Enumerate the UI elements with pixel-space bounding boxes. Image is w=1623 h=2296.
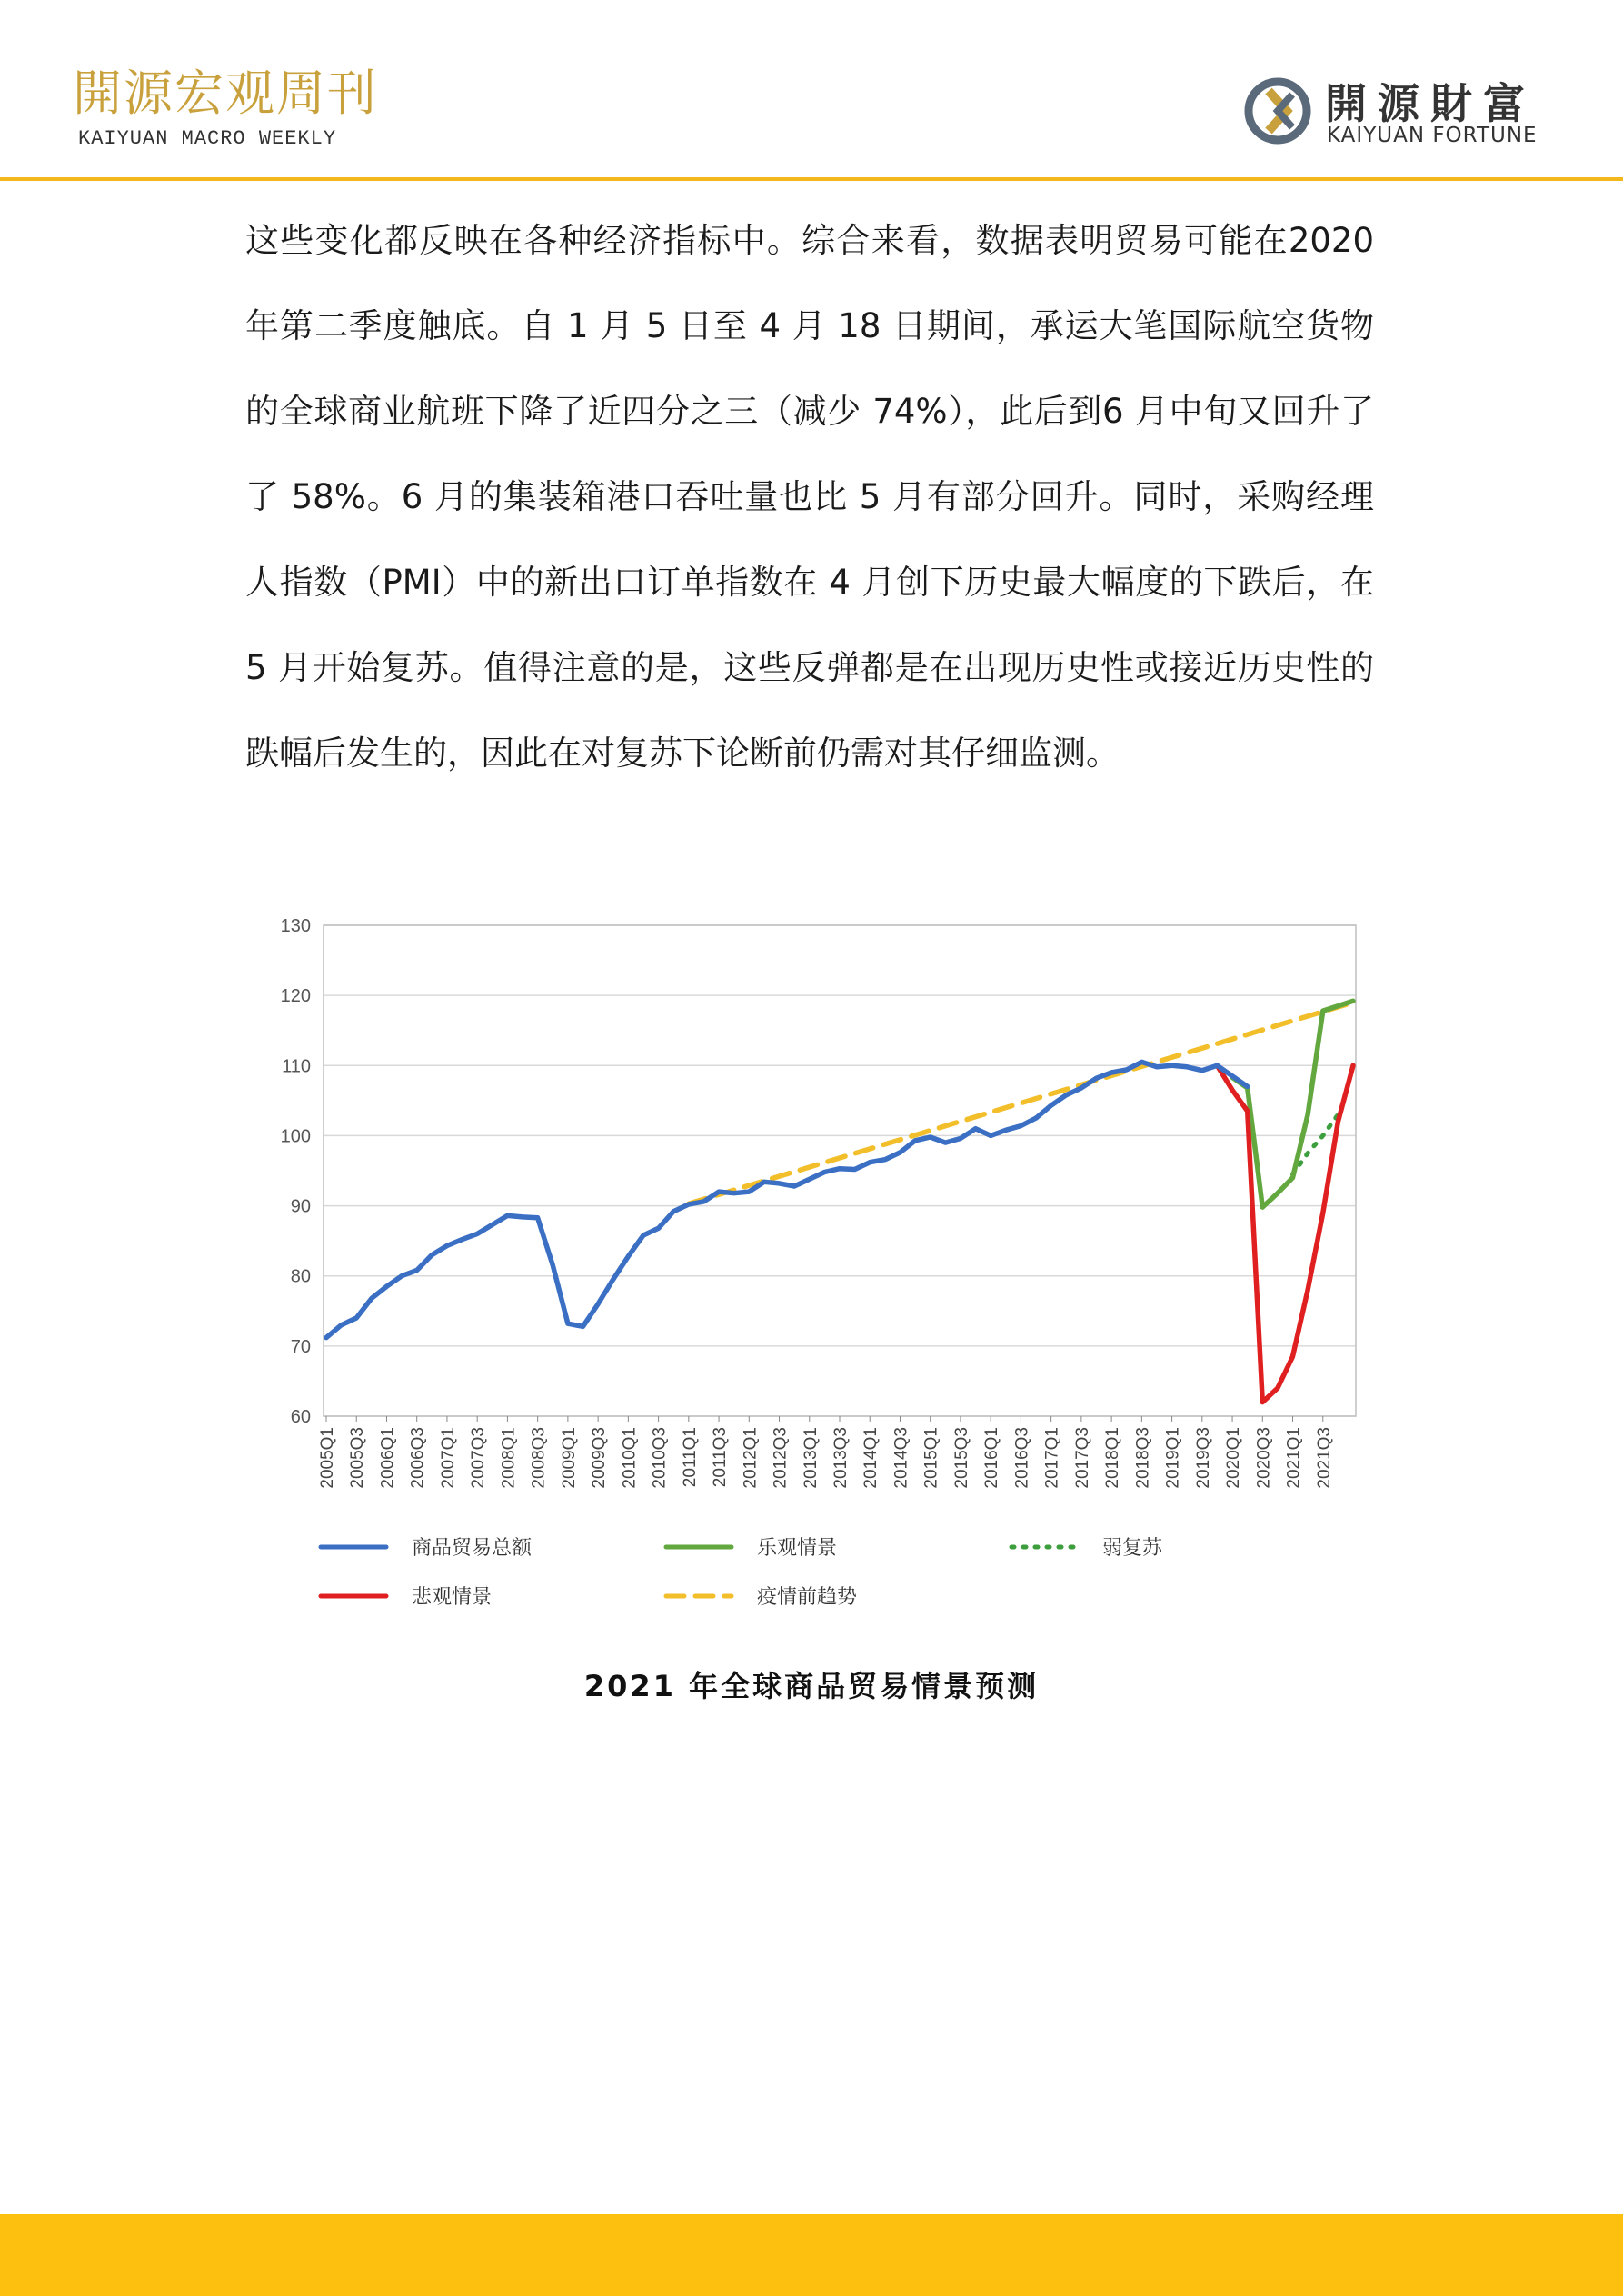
x-tick-label: 2020Q1: [1224, 1427, 1244, 1489]
legend-label: 悲观情景: [412, 1586, 493, 1609]
legend-label: 疫情前趋势: [757, 1586, 858, 1609]
footer-bar: [0, 2214, 1623, 2296]
x-tick-label: 2014Q3: [891, 1427, 911, 1489]
publication-subtitle: KAIYUAN MACRO WEEKLY: [78, 127, 337, 150]
y-tick-label: 130: [280, 916, 311, 936]
y-tick-label: 80: [290, 1266, 311, 1287]
x-tick-label: 2020Q3: [1254, 1427, 1274, 1489]
x-tick-label: 2006Q1: [378, 1427, 398, 1489]
x-tick-label: 2013Q3: [831, 1427, 851, 1489]
legend-label: 弱复苏: [1102, 1537, 1163, 1560]
x-tick-label: 2016Q1: [982, 1427, 1002, 1489]
x-tick-label: 2012Q1: [741, 1427, 761, 1489]
kaiyuan-logo: [1241, 71, 1568, 162]
body-paragraph: 这些变化都反映在各种经济指标中。综合来看，数据表明贸易可能在2020 年第二季度触底。自 1 月 5 日至 4 月 18 日期间，承运大笔国际航空货物的全球商业航班下降了近四分之三（减少 74%），此后到6 月中旬又回升了了 58%。6 月的集装箱港口吞吐量也比 5 月有部分回升。同时，采购经理人指数（PMI）中的新出口订单指数在 4 月创下历史最大幅度的下跌后，在 5 月开始复苏。值得注意的是，这些反弹都是在出现历史性或接近历史性的跌幅后发生的，因此在对复苏下论断前仍需对其仔细监测。: [245, 221, 1374, 773]
x-tick-label: 2011Q3: [711, 1427, 731, 1488]
chart-caption: 2021 年全球商品贸易情景预测: [583, 1669, 1040, 1703]
logo-english-name: KAIYUAN FORTUNE: [1327, 124, 1538, 147]
x-tick-label: 2006Q3: [408, 1427, 428, 1489]
x-tick-label: 2005Q3: [348, 1427, 368, 1489]
trade-scenario-chart: [260, 900, 1378, 1636]
x-tick-label: 2010Q3: [650, 1427, 670, 1489]
x-tick-label: 2015Q1: [921, 1427, 941, 1489]
x-tick-label: 2018Q3: [1133, 1427, 1153, 1489]
legend-label: 乐观情景: [757, 1537, 838, 1560]
x-tick-label: 2015Q3: [951, 1427, 971, 1489]
x-tick-label: 2013Q1: [801, 1427, 821, 1489]
x-tick-label: 2021Q1: [1284, 1427, 1304, 1489]
x-tick-label: 2007Q3: [469, 1427, 489, 1489]
x-tick-label: 2012Q3: [771, 1427, 791, 1489]
x-tick-label: 2011Q1: [680, 1427, 700, 1488]
y-tick-label: 110: [282, 1056, 311, 1077]
x-tick-label: 2019Q3: [1193, 1427, 1213, 1489]
header-divider: [0, 177, 1623, 181]
x-tick-label: 2017Q1: [1042, 1427, 1062, 1489]
x-tick-label: 2014Q1: [861, 1427, 881, 1489]
x-tick-label: 2008Q1: [499, 1427, 519, 1489]
x-tick-label: 2016Q3: [1012, 1427, 1032, 1489]
y-tick-label: 100: [280, 1126, 311, 1147]
x-tick-label: 2008Q3: [529, 1427, 549, 1489]
kaiyuan-logo-icon: [1241, 75, 1314, 147]
x-tick-label: 2019Q1: [1163, 1427, 1183, 1489]
y-tick-label: 120: [280, 986, 311, 1007]
x-tick-label: 2009Q3: [590, 1427, 610, 1489]
x-tick-label: 2009Q1: [559, 1427, 579, 1489]
logo-name: 開源財富: [1325, 79, 1536, 128]
x-tick-label: 2017Q3: [1072, 1427, 1092, 1489]
legend-label: 商品贸易总额: [412, 1537, 533, 1560]
x-tick-label: 2018Q1: [1103, 1427, 1123, 1489]
x-tick-label: 2021Q3: [1314, 1427, 1334, 1489]
y-tick-label: 90: [290, 1196, 311, 1217]
x-tick-label: 2007Q1: [438, 1427, 458, 1489]
y-tick-label: 70: [290, 1336, 311, 1357]
x-tick-label: 2005Q1: [318, 1427, 337, 1489]
x-tick-label: 2010Q1: [620, 1427, 640, 1489]
y-tick-label: 60: [290, 1407, 311, 1427]
publication-title: 開源宏观周刊: [73, 65, 378, 122]
